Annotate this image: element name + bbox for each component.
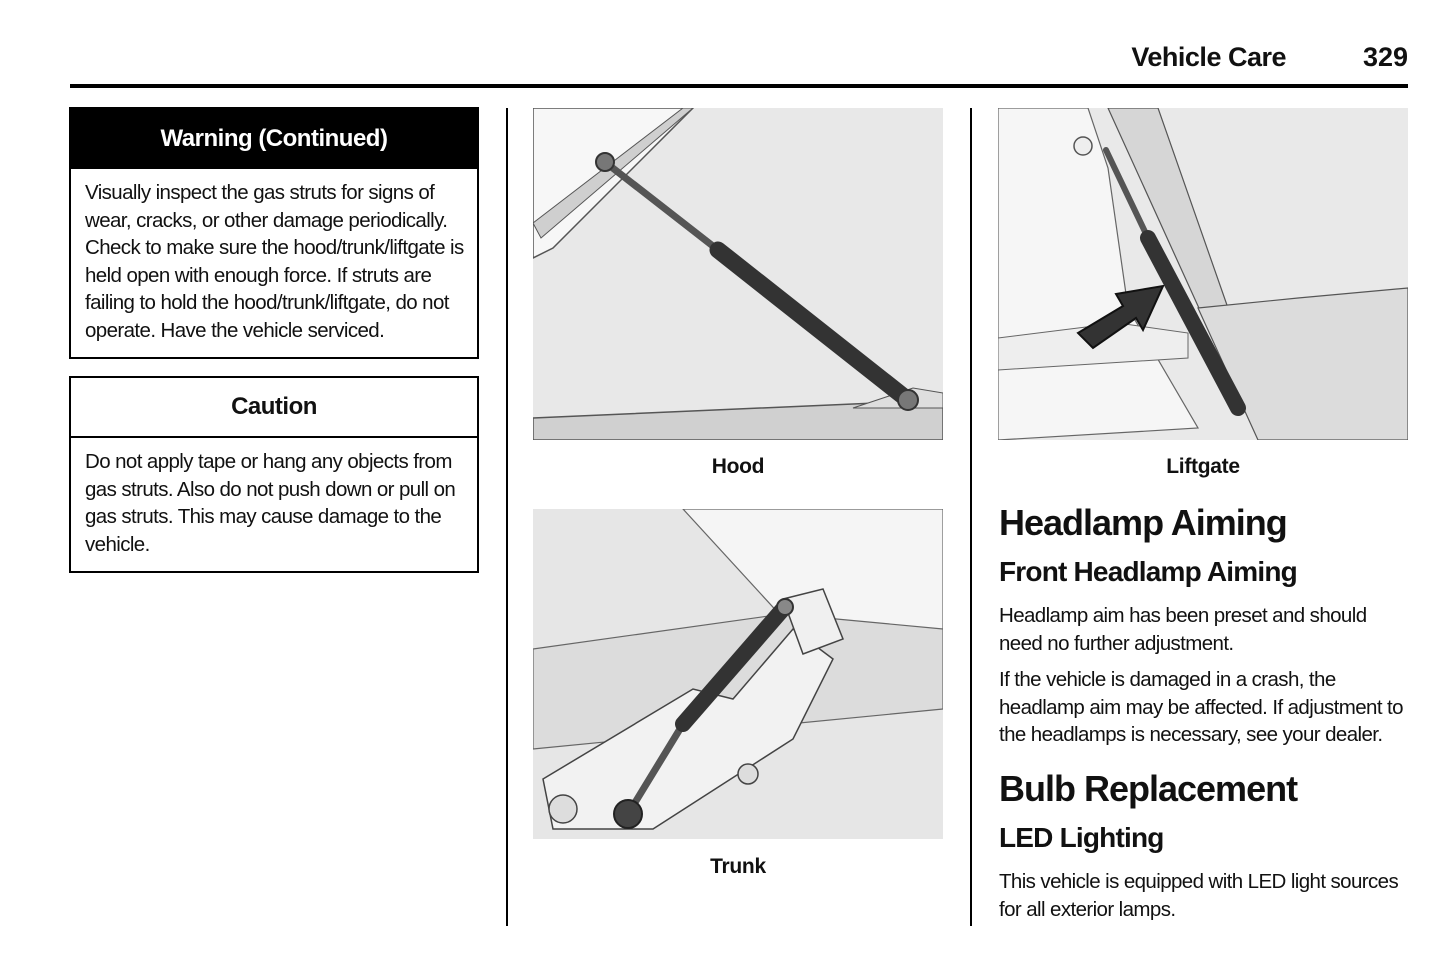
trunk-caption: Trunk	[710, 855, 766, 878]
warning-body: Visually inspect the gas struts for signs of wear, cracks, or other damage periodically. Check to make sure the hood/trunk/liftgate is held open with enough force. If struts are failing to hold the hood/trunk/liftgate, do not operate. Have the vehicle serviced.	[85, 181, 464, 342]
page-number: 329	[1362, 42, 1408, 72]
bulb-heading-wrap	[999, 768, 1414, 810]
liftgate-strut-illustration	[998, 108, 1408, 440]
warning-box	[69, 107, 479, 359]
page-header	[70, 40, 1408, 86]
headlamp-paragraph-2: If the vehicle is damaged in a crash, the headlamp aim may be affected. If adjustment to the headlamps is necessary, see your dealer.	[999, 668, 1403, 746]
column-divider-right	[970, 108, 972, 926]
led-lighting-subheading: LED Lighting	[999, 822, 1164, 853]
column-divider-left	[506, 108, 508, 926]
bulb-para1-wrap	[999, 868, 1414, 923]
front-headlamp-aiming-subheading: Front Headlamp Aiming	[999, 556, 1297, 587]
caution-box	[69, 376, 479, 573]
section-title: Vehicle Care	[1131, 42, 1286, 72]
front-headlamp-subheading-wrap	[999, 556, 1414, 588]
headlamp-para1-wrap	[999, 602, 1414, 657]
caution-body: Do not apply tape or hang any objects from gas struts. Also do not push down or pull on gas struts. This may cause damage to the vehicle.	[85, 450, 456, 556]
headlamp-para2-wrap	[999, 666, 1414, 749]
bulb-paragraph-1: This vehicle is equipped with LED light sources for all exterior lamps.	[999, 870, 1399, 921]
bulb-replacement-heading: Bulb Replacement	[999, 768, 1298, 809]
headlamp-paragraph-1: Headlamp aim has been preset and should need no further adjustment.	[999, 604, 1367, 655]
trunk-strut-illustration	[533, 509, 943, 839]
headlamp-aiming-heading: Headlamp Aiming	[999, 502, 1287, 543]
led-subheading-wrap	[999, 822, 1414, 854]
header-rule	[70, 84, 1408, 88]
liftgate-caption: Liftgate	[1166, 455, 1240, 478]
warning-title: Warning (Continued)	[71, 109, 477, 169]
hood-strut-illustration	[533, 108, 943, 440]
caution-title: Caution	[71, 378, 477, 438]
hood-caption: Hood	[711, 455, 765, 478]
headlamp-heading	[999, 502, 1414, 544]
